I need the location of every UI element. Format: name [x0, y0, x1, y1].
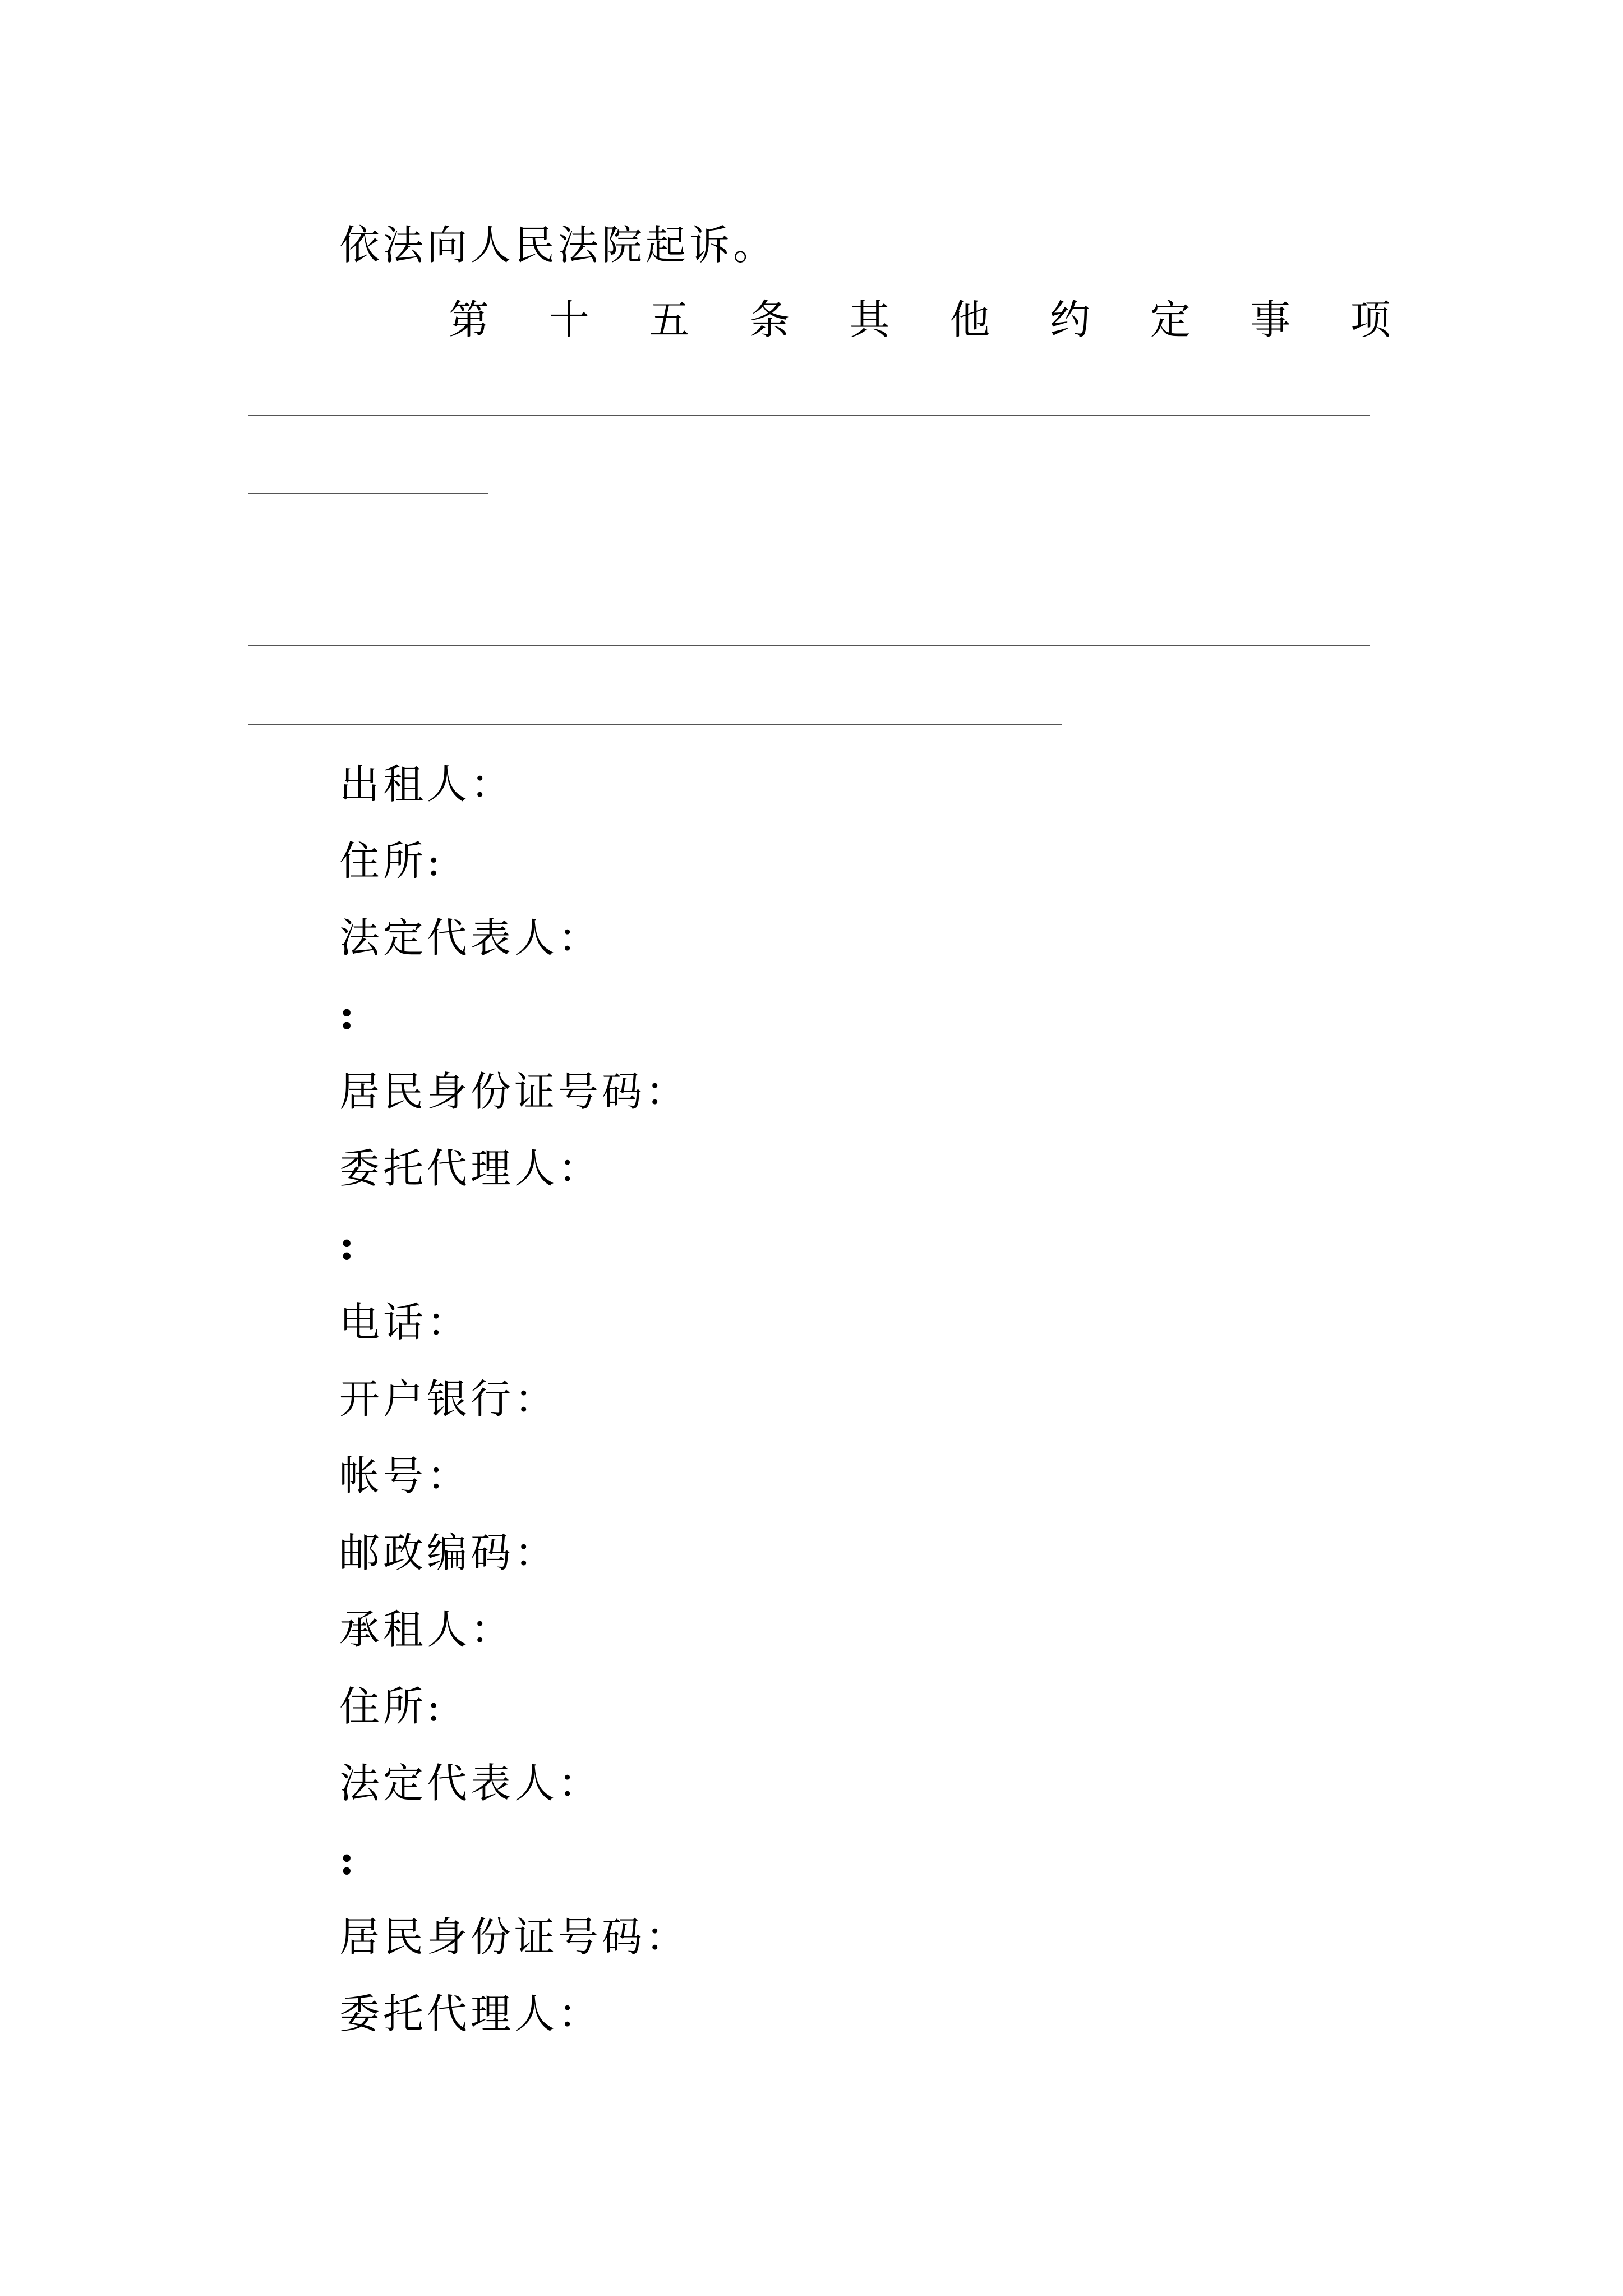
- lessee-label: 承租人：: [339, 1606, 515, 1653]
- title-char: 定: [1150, 296, 1191, 343]
- title-char: 项: [1350, 296, 1391, 343]
- lessor-id-number-label: 居民身份证号码：: [339, 1068, 690, 1115]
- lessor-postcode-label: 邮政编码：: [339, 1529, 559, 1576]
- lessee-colon-line: :: [339, 1836, 354, 1884]
- lessor-phone-label: 电话：: [339, 1299, 471, 1346]
- blank-fill-line: [248, 645, 1370, 646]
- lessor-label: 出租人：: [339, 761, 515, 808]
- intro-line: 依法向人民法院起诉。: [339, 222, 777, 269]
- lessor-colon-line: :: [339, 1221, 354, 1269]
- lessee-agent-label: 委托代理人：: [339, 1990, 602, 2037]
- lessee-id-number-label: 居民身份证号码：: [339, 1913, 690, 1961]
- lessor-account-label: 帐号：: [339, 1452, 471, 1499]
- lessor-agent-label: 委托代理人：: [339, 1145, 602, 1192]
- title-char: 五: [649, 296, 690, 343]
- title-char: 事: [1250, 296, 1291, 343]
- title-char: 条: [749, 296, 790, 343]
- title-char: 第: [449, 296, 490, 343]
- title-char: 其: [849, 296, 890, 343]
- blank-fill-line: [248, 724, 1062, 725]
- blank-fill-line: [248, 493, 488, 494]
- blank-fill-line: [248, 415, 1370, 416]
- lessee-legal-rep-label: 法定代表人：: [339, 1760, 602, 1807]
- title-char: 十: [548, 296, 589, 343]
- lessor-bank-label: 开户银行：: [339, 1375, 559, 1423]
- title-char: 约: [1049, 296, 1090, 343]
- lessor-address-label: 住所:: [339, 838, 444, 885]
- lessor-legal-rep-label: 法定代表人：: [339, 914, 602, 961]
- lessor-colon-line: :: [339, 991, 354, 1038]
- lessee-address-label: 住所:: [339, 1683, 444, 1730]
- article-fifteen-title: [449, 295, 1391, 345]
- title-char: 他: [949, 296, 990, 343]
